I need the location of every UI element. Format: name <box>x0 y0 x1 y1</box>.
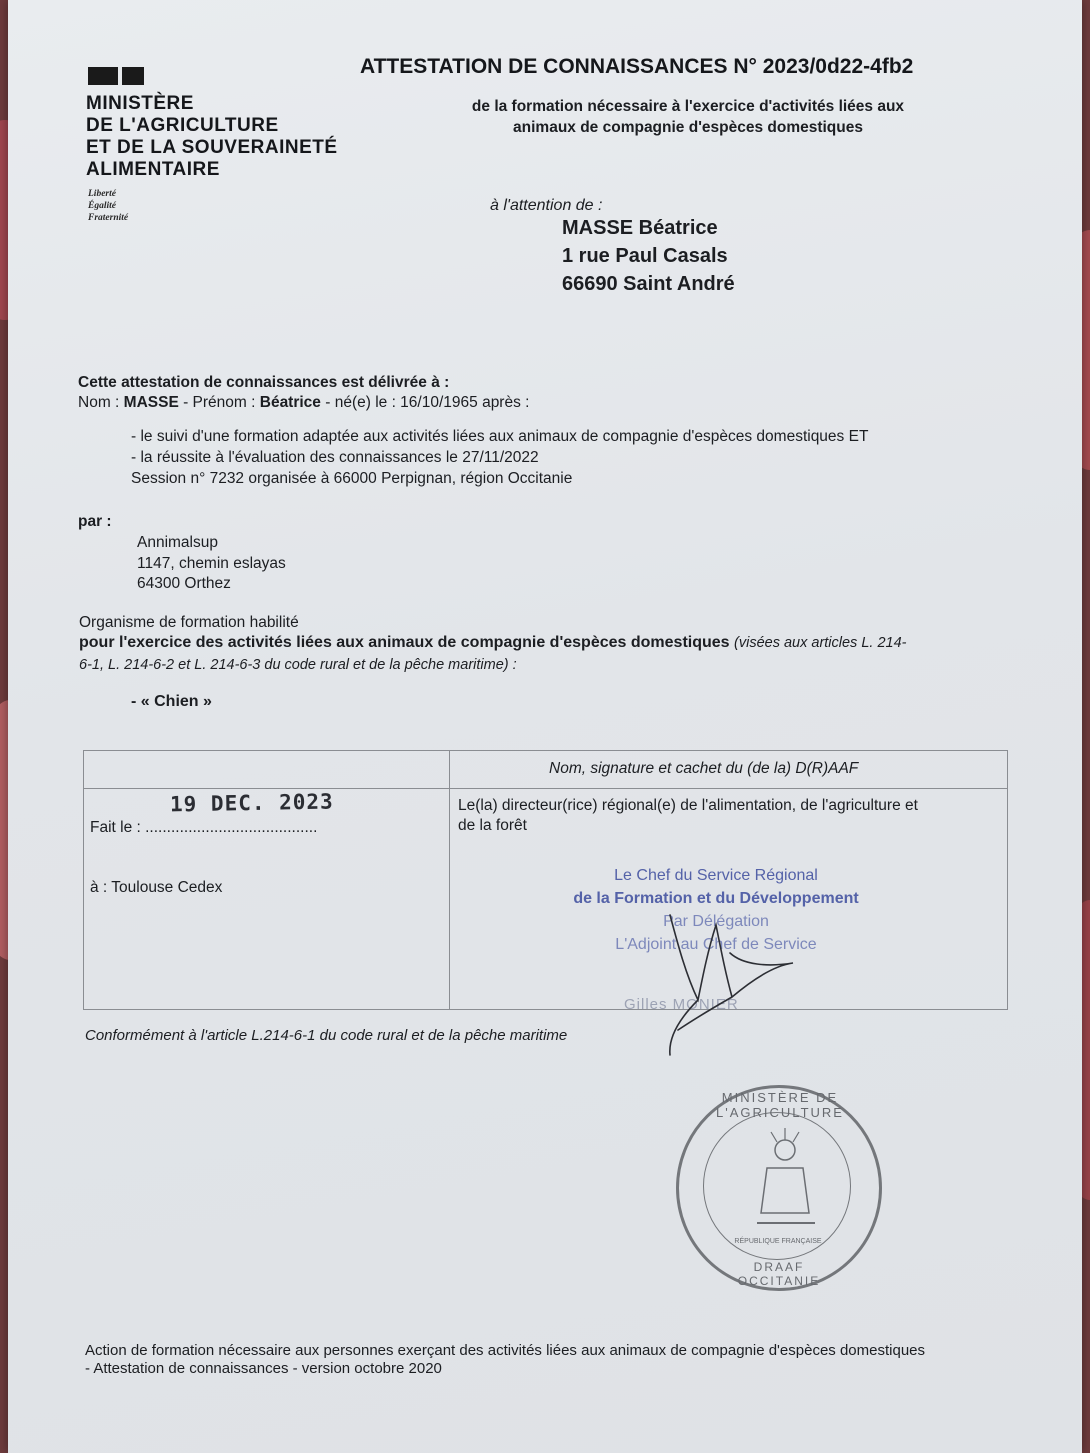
director-title: Le(la) directeur(rice) régional(e) de l'alimentation, de l'agriculture et de la forêt <box>458 797 918 834</box>
conformity-note: Conformément à l'article L.214-6-1 du code rural et de la pêche maritime <box>85 1027 568 1044</box>
table-header-right: Nom, signature et cachet du (de la) D(R)AAF <box>549 760 859 777</box>
activities-text: pour l'exercice des activités liées aux animaux de compagnie d'espèces domestiques (visées aux articles L. 214- 6-1, L. 214-6-2 et L. 214-6-3 du code rural et de la pêche maritime) : <box>79 634 907 673</box>
liberty-figure-icon <box>737 1128 827 1238</box>
document-subtitle: de la formation nécessaire à l'exercice d'activités liées aux animaux de compagnie d'espèces domestiques <box>471 98 905 136</box>
recipient-name: MASSE Béatrice <box>562 217 718 239</box>
condition-item: - la réussite à l'évaluation des connaissances le 27/11/2022 <box>131 449 539 466</box>
republic-motto: Liberté Égalité Fraternité <box>88 189 129 223</box>
document-title: ATTESTATION DE CONNAISSANCES N° 2023/0d22-4fb2 <box>360 55 914 78</box>
organism-address <box>137 533 286 595</box>
recipient-city: 66690 Saint André <box>562 273 735 295</box>
par-label: par : <box>78 513 112 530</box>
holder-identity: Nom : MASSE - Prénom : Béatrice - né(e) le : 16/10/1965 après : <box>78 394 530 411</box>
organism-street: 1147, chemin eslayas <box>137 554 286 572</box>
attestation-document <box>8 0 1082 1453</box>
document-footer: Action de formation nécessaire aux personnes exerçant des activités liées aux animaux de compagnie d'espèces domestiques - Attestation de connaissances - version octobre 2020 <box>85 1342 926 1377</box>
issue-place: à : Toulouse Cedex <box>90 879 223 896</box>
conditions-list <box>131 426 868 489</box>
table-divider <box>84 788 1007 789</box>
condition-item: - le suivi d'une formation adaptée aux activités liées aux animaux de compagnie d'espèces domestiques ET <box>131 428 869 445</box>
official-seal-icon <box>676 1085 882 1291</box>
recipient-street: 1 rue Paul Casals <box>562 245 728 267</box>
organism-city: 64300 Orthez <box>137 575 231 592</box>
signer-name: Gilles MONIER <box>624 996 739 1013</box>
organism-name: Annimalsup <box>137 534 218 551</box>
seal-bottom-text: DRAAF OCCITANIE <box>737 1260 821 1288</box>
signature-table <box>83 750 1008 1013</box>
recipient-address <box>562 214 735 298</box>
organism-habilite: Organisme de formation habilité <box>79 614 299 631</box>
seal-top-text: MINISTÈRE DE L'AGRICULTURE <box>716 1090 844 1120</box>
session-info: Session n° 7232 organisée à 66000 Perpignan, région Occitanie <box>131 470 573 487</box>
date-stamp: 19 DEC. 2023 <box>169 789 334 817</box>
table-divider <box>449 751 450 1009</box>
marianne-logo-icon <box>88 67 144 85</box>
ministry-name: MINISTÈRE DE L'AGRICULTURE ET DE LA SOUVERAINETÉ ALIMENTAIRE <box>86 93 338 180</box>
fait-le: Fait le : ........................................ <box>90 819 318 836</box>
attention-label: à l'attention de : <box>490 197 603 214</box>
handwritten-signature <box>648 905 848 1065</box>
seal-banner: RÉPUBLIQUE FRANÇAISE <box>734 1238 822 1245</box>
service-stamp: Le Chef du Service Régional de la Formation et du Développement Par Délégation L'Adjoint au Chef de Service <box>573 867 859 953</box>
species-item: - « Chien » <box>131 693 212 710</box>
delivery-intro: Cette attestation de connaissances est délivrée à : <box>78 374 450 391</box>
